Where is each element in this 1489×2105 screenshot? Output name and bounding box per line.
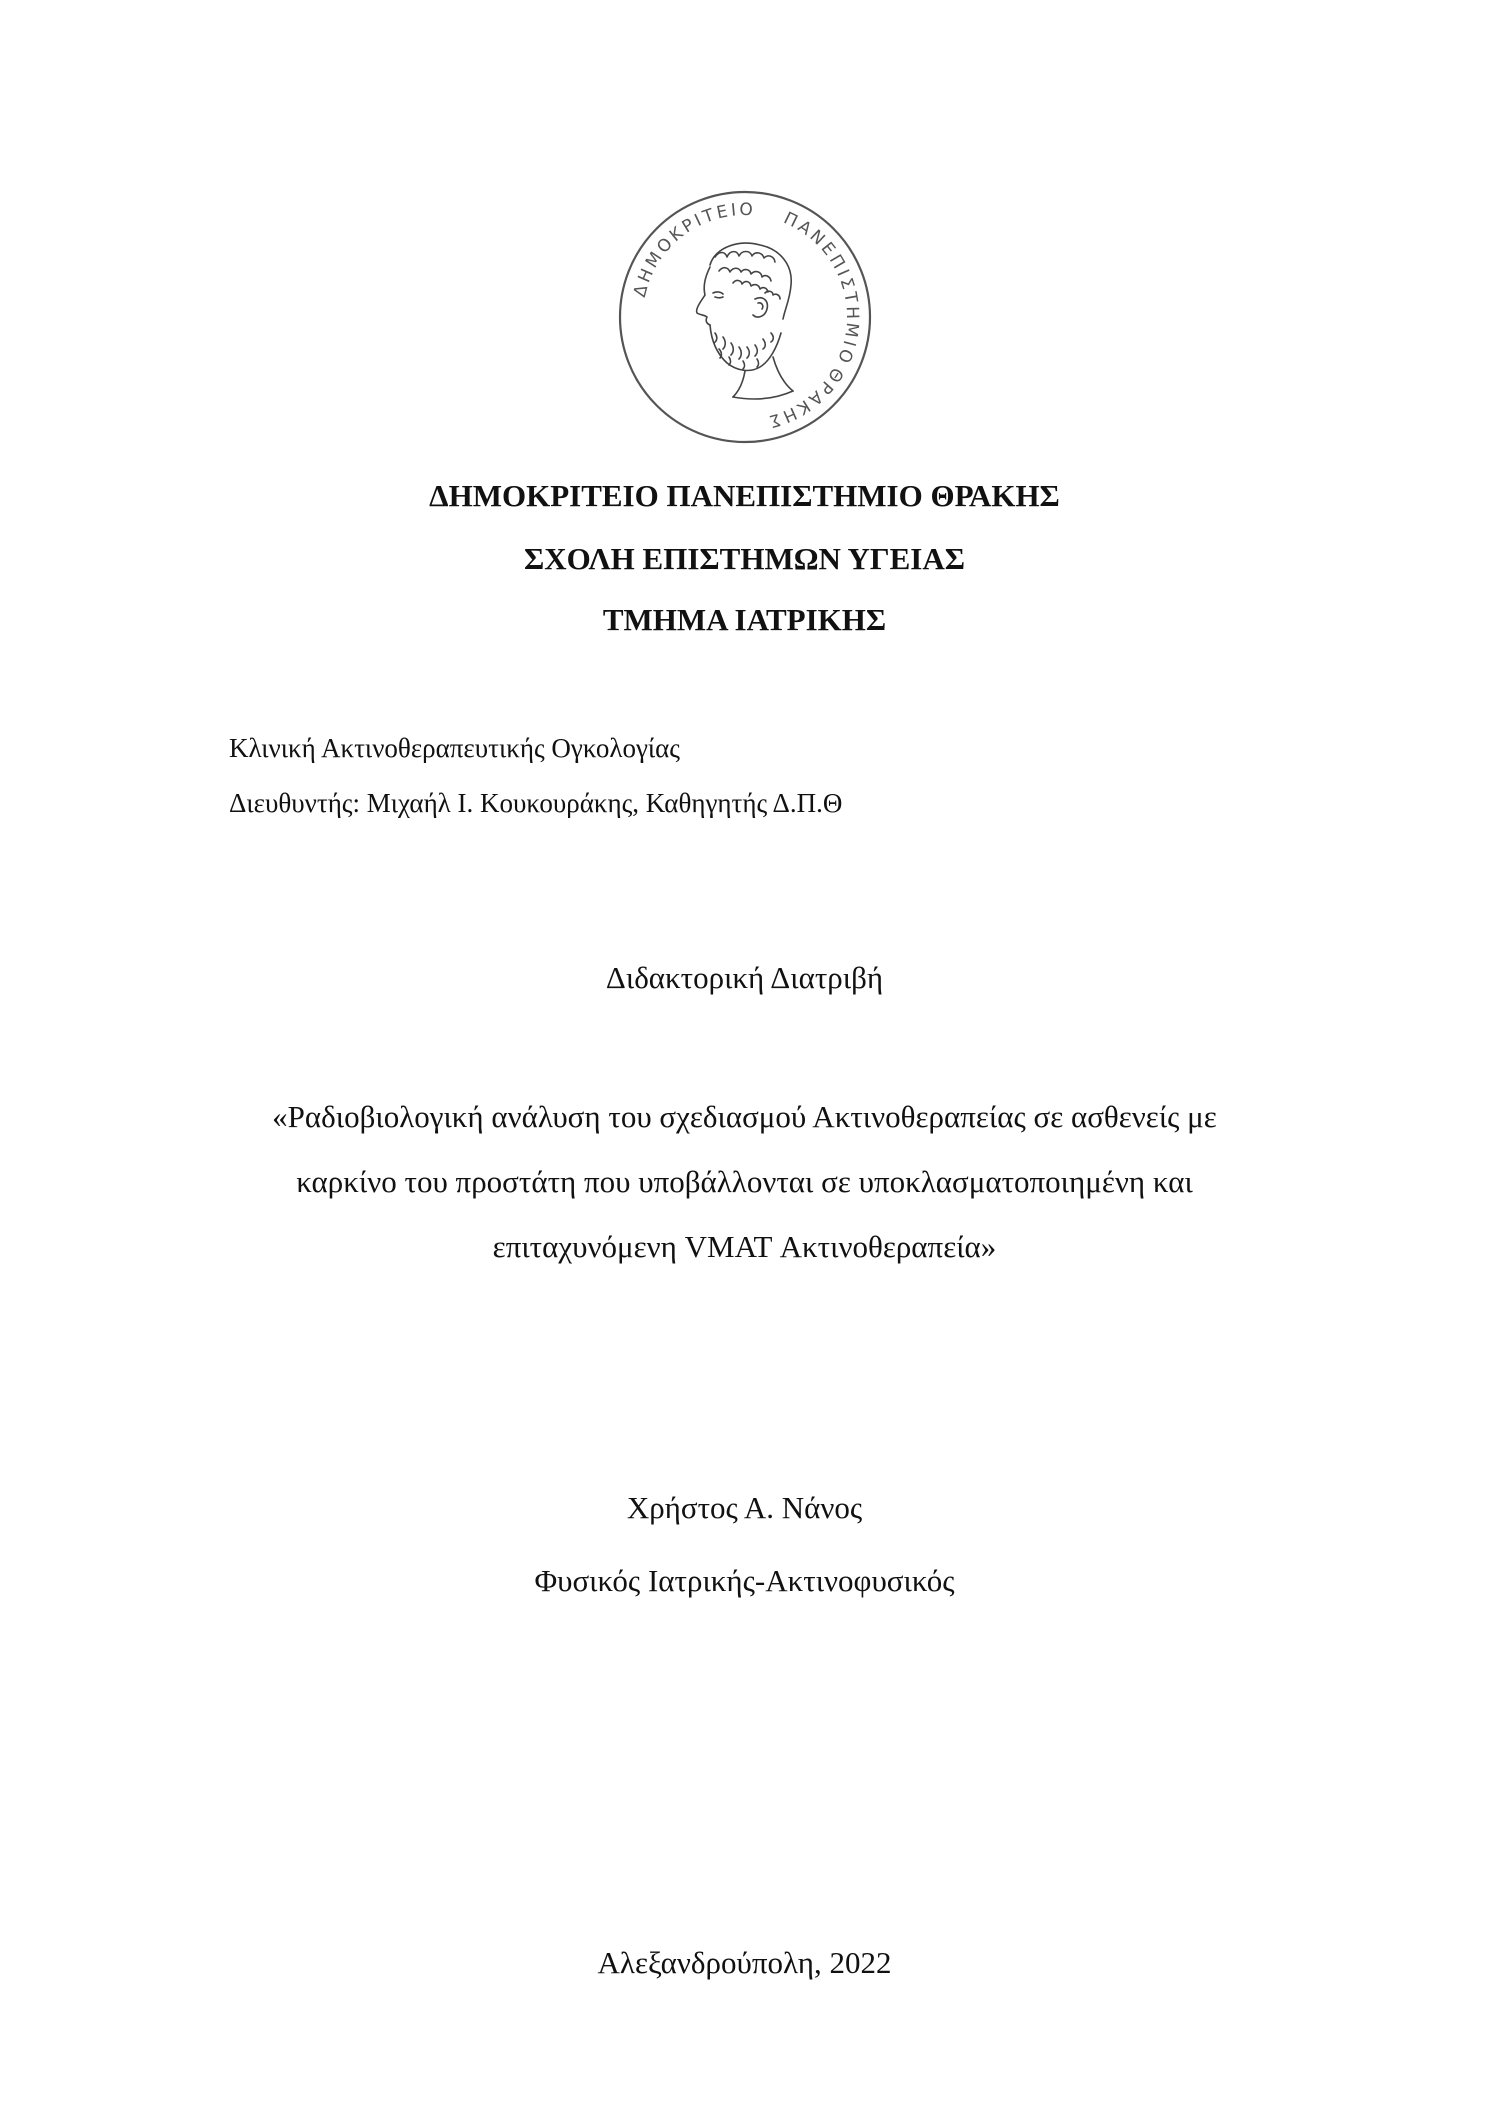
thesis-title-line: «Ραδιοβιολογική ανάλυση του σχεδιασμού Ακτινοθεραπείας σε ασθενείς με <box>272 1099 1217 1134</box>
svg-text:ΔΗΜΟΚΡΙΤΕΙΟ: ΔΗΜΟΚΡΙΤΕΙΟ <box>630 199 757 300</box>
university-seal <box>615 187 875 447</box>
clinic-name: Κλινική Ακτινοθεραπευτικής Ογκολογίας <box>229 733 680 763</box>
svg-text:ΠΑΝΕΠΙΣΤΗΜΙΟ: ΠΑΝΕΠΙΣΤΗΜΙΟ <box>780 208 863 369</box>
thesis-title-line: επιταχυνόμενη VMAT Ακτινοθεραπεία» <box>492 1229 997 1264</box>
university-name: ΔΗΜΟΚΡΙΤΕΙΟ ΠΑΝΕΠΙΣΤΗΜΙΟ ΘΡΑΚΗΣ <box>429 478 1060 513</box>
svg-text:ΘΡΑΚΗΣ: ΘΡΑΚΗΣ <box>764 363 848 432</box>
place-and-date: Αλεξανδρούπολη, 2022 <box>597 1945 892 1980</box>
thesis-type: Διδακτορική Διατριβή <box>605 960 884 995</box>
thesis-title-line: καρκίνο του προστάτη που υποβάλλονται σε υποκλασματοποιημένη και <box>296 1164 1193 1199</box>
author-role: Φυσικός Ιατρικής-Ακτινοφυσικός <box>534 1563 955 1598</box>
clinic-director: Διευθυντής: Μιχαήλ Ι. Κουκουράκης, Καθηγητής Δ.Π.Θ <box>229 788 843 818</box>
democritus-portrait-seal-icon <box>615 187 875 447</box>
author-name: Χρήστος Α. Νάνος <box>626 1490 863 1525</box>
department-name: ΤΜΗΜΑ ΙΑΤΡΙΚΗΣ <box>602 602 887 637</box>
school-name: ΣΧΟΛΗ ΕΠΙΣΤΗΜΩΝ ΥΓΕΙΑΣ <box>523 541 966 576</box>
